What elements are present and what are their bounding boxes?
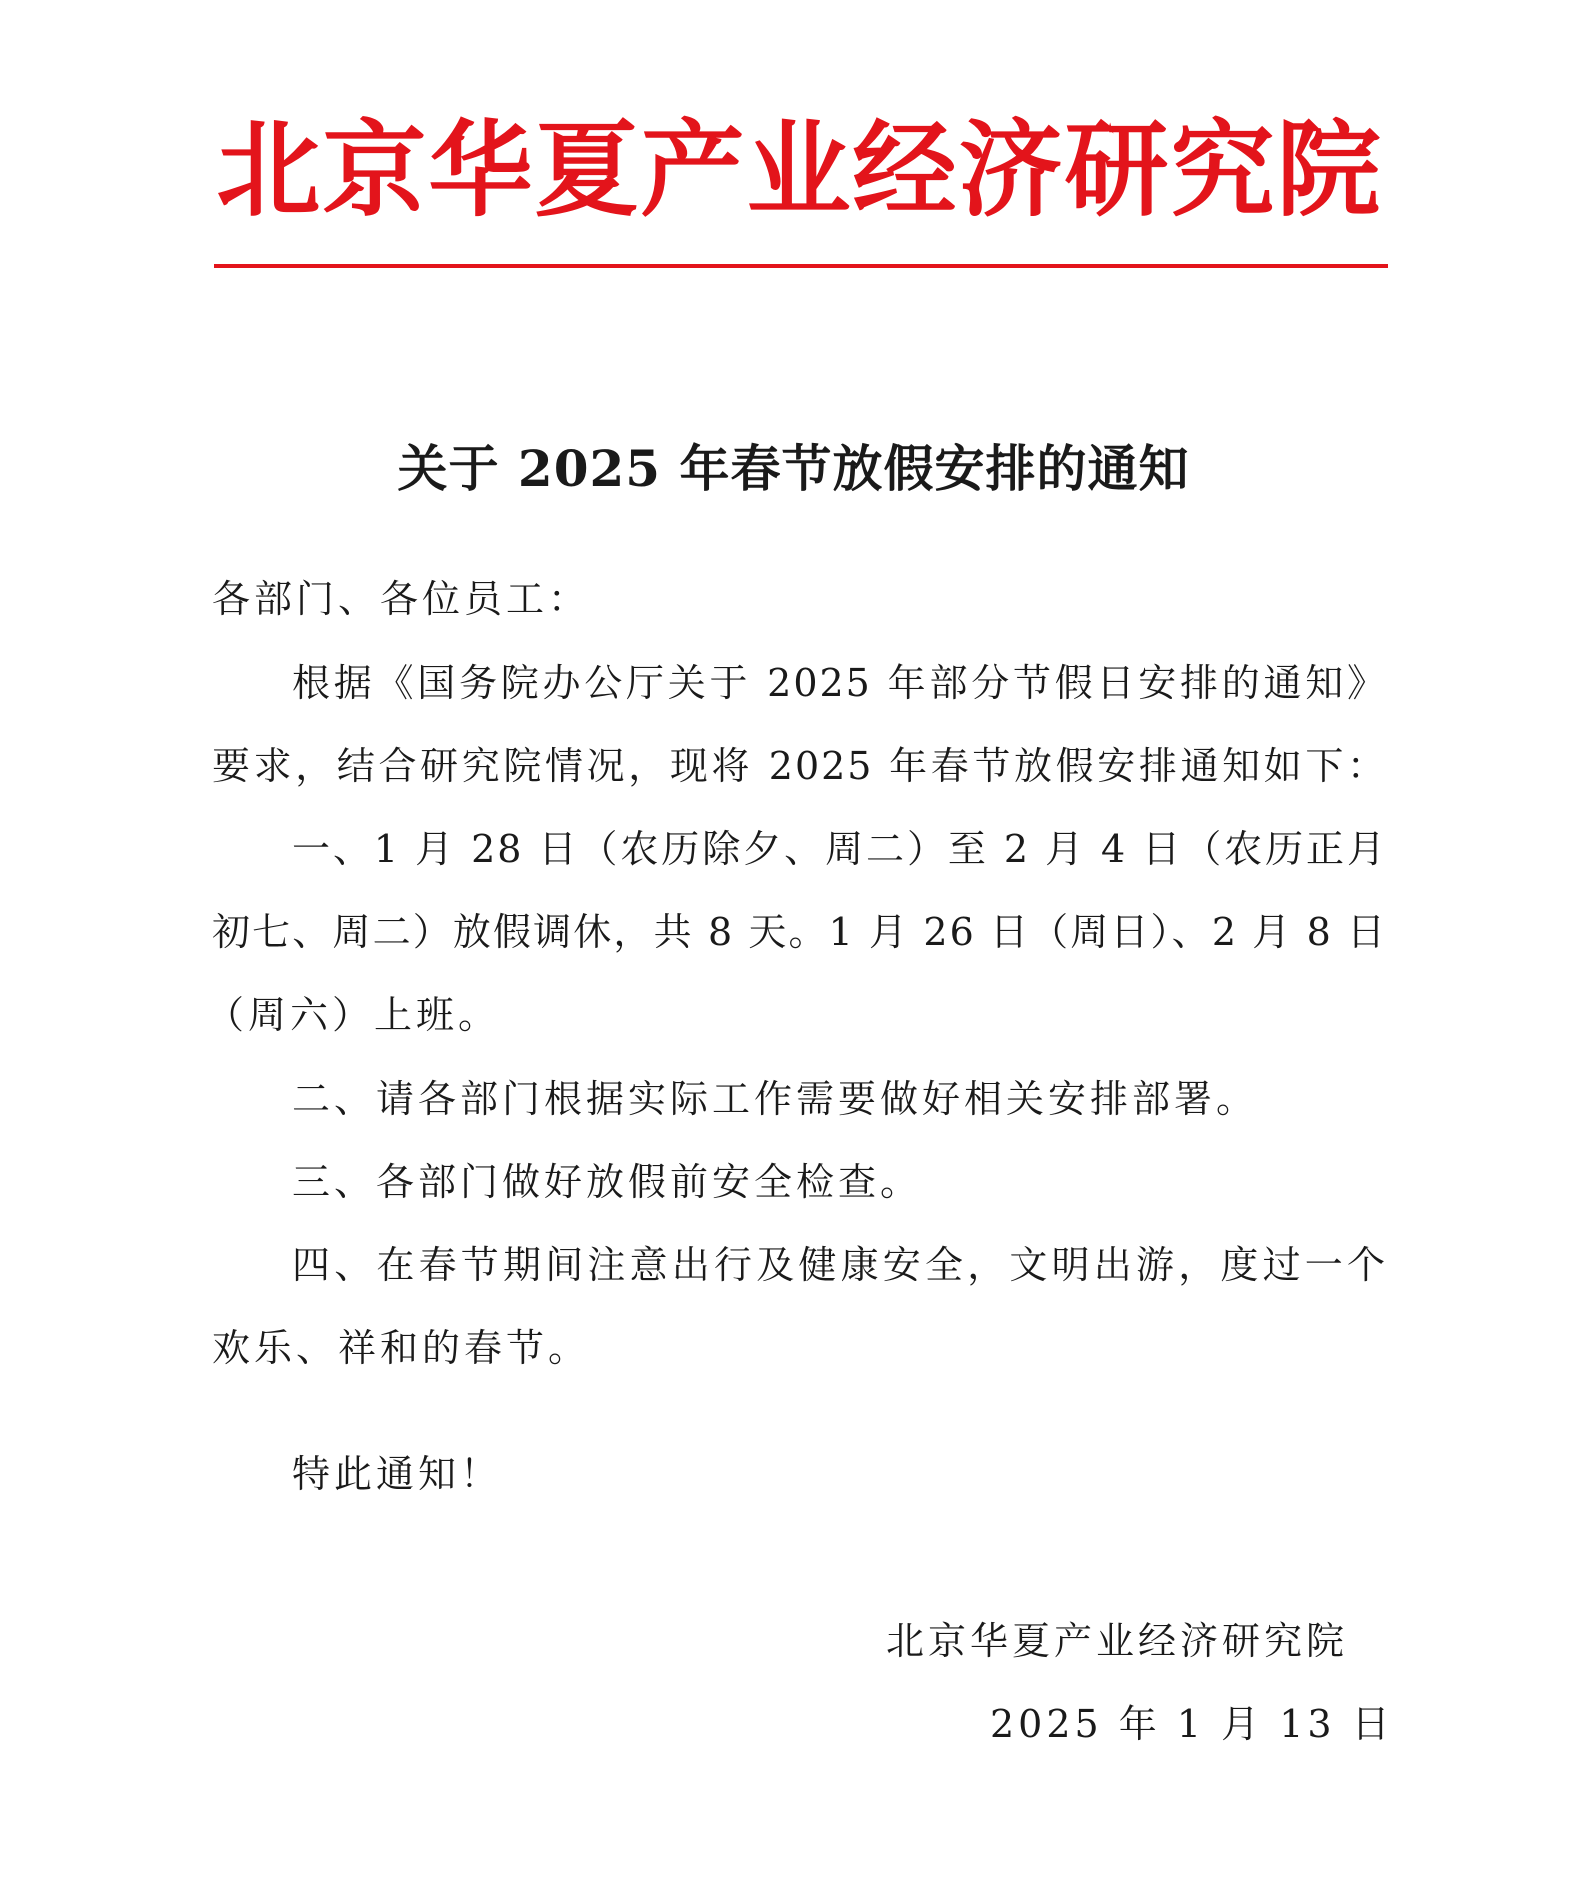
body-line-1: 根据《国务院办公厅关于 2025 年部分节假日安排的通知》 bbox=[292, 661, 1387, 705]
body-line-2: 要求，结合研究院情况，现将 2025 年春节放假安排通知如下： bbox=[212, 744, 1387, 788]
item-four-line-2: 欢乐、祥和的春节。 bbox=[212, 1326, 591, 1370]
closing-remark: 特此通知！ bbox=[292, 1452, 503, 1496]
body-line-5: （周六）上班。 bbox=[206, 993, 501, 1037]
item-four-line-1: 四、在春节期间注意出行及健康安全，文明出游，度过一个 bbox=[292, 1243, 1387, 1287]
letterhead-red-rule bbox=[214, 264, 1388, 268]
signature-org: 北京华夏产业经济研究院 bbox=[886, 1619, 1349, 1663]
letterhead-org-name: 北京华夏产业经济研究院 bbox=[216, 109, 1383, 231]
salutation: 各部门、各位员工： bbox=[212, 577, 591, 621]
body-line-3: 一、1 月 28 日（农历除夕、周二）至 2 月 4 日（农历正月 bbox=[292, 827, 1387, 871]
signature-date: 2025 年 1 月 13 日 bbox=[990, 1702, 1394, 1746]
body-line-4: 初七、周二）放假调休，共 8 天。1 月 26 日（周日）、2 月 8 日 bbox=[212, 910, 1387, 954]
notice-title: 关于 2025 年春节放假安排的通知 bbox=[397, 439, 1190, 498]
item-two: 二、请各部门根据实际工作需要做好相关安排部署。 bbox=[292, 1077, 1259, 1121]
item-three: 三、各部门做好放假前安全检查。 bbox=[292, 1160, 923, 1204]
